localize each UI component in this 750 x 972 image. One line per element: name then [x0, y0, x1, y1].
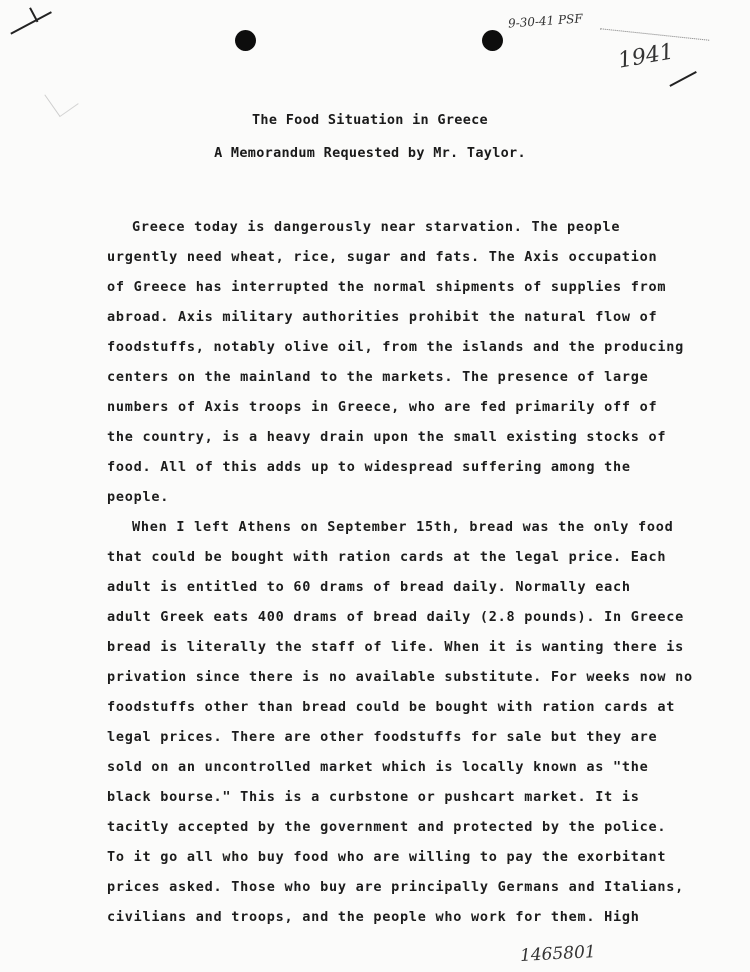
body-line: centers on the mainland to the markets. The presence of large [107, 369, 649, 385]
memo-subtitle: A Memorandum Requested by Mr. Taylor. [214, 145, 526, 161]
body-line: that could be bought with ration cards at the legal price. Each [107, 549, 667, 565]
body-line: people. [107, 489, 170, 505]
body-line: civilians and troops, and the people who work for them. High [107, 909, 640, 925]
corner-mark [22, 8, 23, 9]
body-line: food. All of this adds up to widespread suffering among the [107, 459, 631, 475]
handwritten-year: 1941 [616, 39, 676, 74]
body-line: sold on an uncontrolled market which is locally known as "the [107, 759, 649, 775]
corner-slash-mark [10, 11, 51, 34]
body-line: prices asked. Those who buy are principally Germans and Italians, [107, 879, 685, 895]
body-line: the country, is a heavy drain upon the small existing stocks of [107, 429, 667, 445]
body-line: foodstuffs, notably olive oil, from the islands and the producing [107, 339, 685, 355]
archival-code-annotation: 9-30-41 PSF [507, 11, 584, 31]
body-line: urgently need wheat, rice, sugar and fats. The Axis occupation [107, 249, 658, 265]
body-line: bread is literally the staff of life. When it is wanting there is [107, 639, 685, 655]
body-line: When I left Athens on September 15th, bread was the only food [132, 519, 674, 535]
body-line: foodstuffs other than bread could be bought with ration cards at [107, 699, 676, 715]
body-line: adult is entitled to 60 drams of bread daily. Normally each [107, 579, 631, 595]
body-line: numbers of Axis troops in Greece, who are fed primarily off of [107, 399, 658, 415]
body-line: abroad. Axis military authorities prohibit the natural flow of [107, 309, 658, 325]
memo-title: The Food Situation in Greece [252, 112, 488, 128]
archival-code-scribble [600, 18, 711, 40]
punch-hole-right [482, 30, 503, 51]
body-line: legal prices. There are other foodstuffs for sale but they are [107, 729, 658, 745]
body-line: Greece today is dangerously near starvation. The people [132, 219, 621, 235]
body-line: privation since there is no available substitute. For weeks now no [107, 669, 693, 685]
year-underline-mark [669, 71, 696, 86]
archival-number-annotation: 1465801 [519, 942, 597, 966]
punch-hole-left [235, 30, 256, 51]
body-line: adult Greek eats 400 drams of bread daily (2.8 pounds). In Greece [107, 609, 685, 625]
body-line: To it go all who buy food who are willing to pay the exorbitant [107, 849, 667, 865]
body-line: tacitly accepted by the government and protected by the police. [107, 819, 667, 835]
body-line: of Greece has interrupted the normal shipments of supplies from [107, 279, 667, 295]
body-line: black bourse." This is a curbstone or pushcart market. It is [107, 789, 640, 805]
